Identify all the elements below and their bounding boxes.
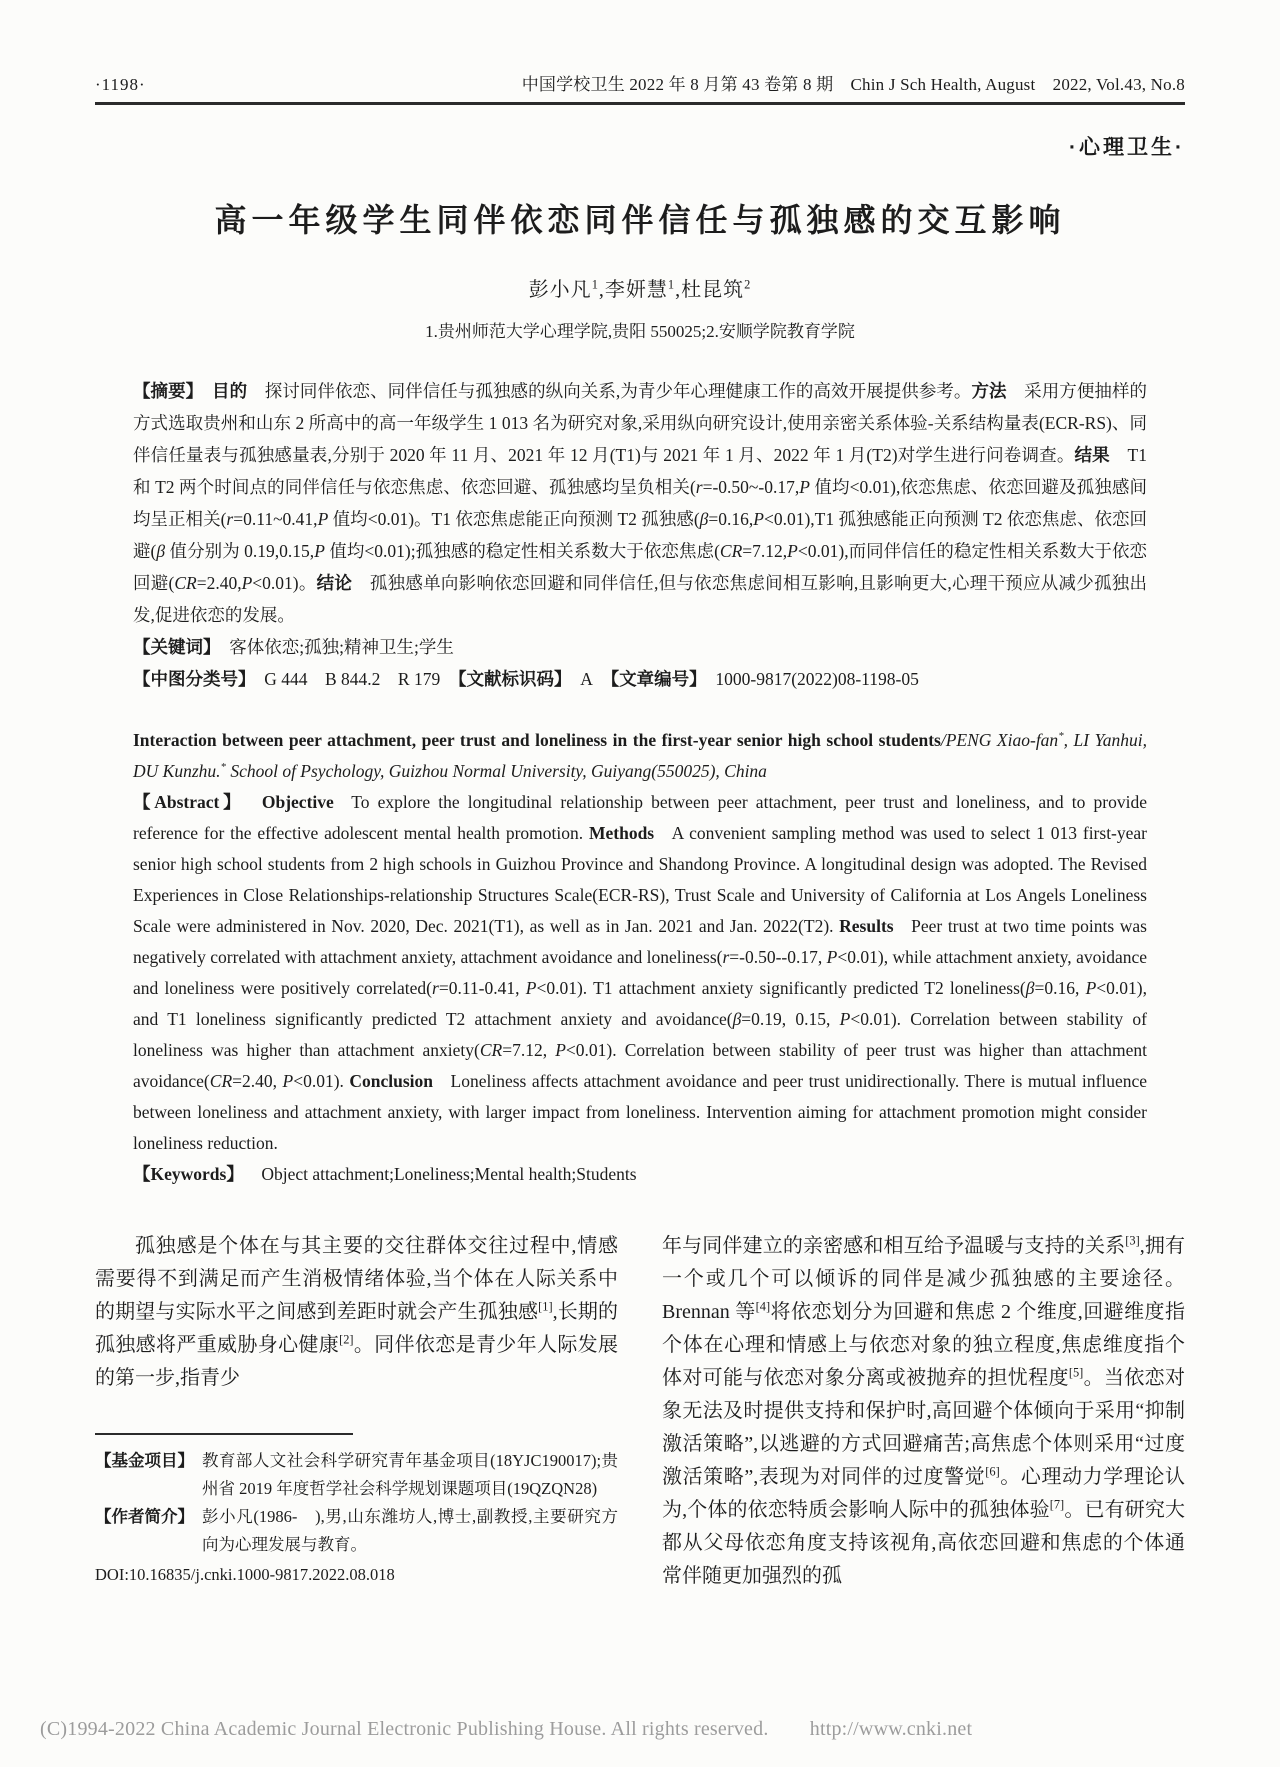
author-bio-label: 【作者简介】 <box>95 1507 194 1526</box>
author-bio-note <box>95 1503 618 1559</box>
copyright-text: (C)1994-2022 China Academic Journal Electronic Publishing House. All rights reserved. <box>40 1718 769 1740</box>
keywords-cn: 【关键词】 客体依恋;孤独;精神卫生;学生 <box>133 637 454 657</box>
body-paragraph-right: 年与同伴建立的亲密感和相互给予温暖与支持的关系[3],拥有一个或几个可以倾诉的同伴是减少孤独感的主要途径。Brennan 等[4]将依恋划分为回避和焦虑 2 个维度,回避维度指个体在心理和情感上与依恋对象的独立程度,焦虑维度指个体对可能与依恋对象分离或被抛弃的担忧程度[5]。当依恋对象无法及时提供支持和保护时,高回避个体倾向于采用“抑制激活策略”,以逃避的方式回避痛苦;高焦虑个体则采用“过度激活策略”,表现为对同伴的过度警觉[6]。心理动力学理论认为,个体的依恋特质会影响人际中的孤独体验[7]。已有研究大都从父母依恋角度支持该视角,高依恋回避和焦虑的个体通常伴随更加强烈的孤 <box>662 1233 1186 1587</box>
doi-line: DOI:10.16835/j.cnki.1000-9817.2022.08.018 <box>95 1565 395 1584</box>
header-rule <box>95 102 1185 105</box>
body-columns <box>95 1230 1185 1593</box>
running-head <box>95 0 1185 95</box>
abstract-cn: 【摘要】 目的 探讨同伴依恋、同伴信任与孤独感的纵向关系,为青少年心理健康工作的高效开展提供参考。方法 采用方便抽样的方式选取贵州和山东 2 所高中的高一年级学生 1 013 名为研究对象,采用纵向研究设计,使用亲密关系体验-关系结构量表(ECR-RS)、同伴信任量表与孤独感量表,分别于 2020 年 11 月、2021 年 12 月(T1)与 2021 年 1 月、2022 年 1 月(T2)对学生进行问卷调查。结果 T1 和 T2 两个时间点的同伴信任与依恋焦虑、依恋回避、孤独感均呈负相关(r=-0.50~-0.17,P 值均<0.01),依恋焦虑、依恋回避及孤独感间均呈正相关(r=0.11~0.41,P 值均<0.01)。T1 依恋焦虑能正向预测 T2 孤独感(β=0.16,P<0.01),T1 孤独感能正向预测 T2 依恋焦虑、依恋回避(β 值分别为 0.19,0.15,P 值均<0.01);孤独感的稳定性相关系数大于依恋焦虑(CR=7.12,P<0.01),而同伴信任的稳定性相关系数大于依恋回避(CR=2.40,P<0.01)。结论 孤独感单向影响依恋回避和同伴信任,但与依恋焦虑间相互影响,且影响更大,心理干预应从减少孤独出发,促进依恋的发展。 <box>133 381 1148 625</box>
fund-text: 教育部人文社会科学研究青年基金项目(18YJC190017);贵州省 2019 年度哲学社会科学规划课题项目(19QZQN28) <box>202 1451 618 1498</box>
cnki-url: http://www.cnki.net <box>809 1718 973 1740</box>
author-bio-text: 彭小凡(1986- ),男,山东潍坊人,博士,副教授,主要研究方向为心理发展与教育。 <box>202 1507 618 1554</box>
fund-label: 【基金项目】 <box>95 1451 194 1470</box>
left-column <box>95 1230 618 1593</box>
classification-line: 【中图分类号】 G 444 B 844.2 R 179 【文献标识码】 A 【文章编号】 1000-9817(2022)08-1198-05 <box>133 669 919 689</box>
page-number: ·1198· <box>95 75 146 94</box>
column-section-label: ·心理卫生· <box>1069 136 1185 159</box>
article-title-cn: 高一年级学生同伴依恋同伴信任与孤独感的交互影响 <box>214 202 1066 238</box>
fund-note <box>95 1447 618 1503</box>
keywords-en: 【Keywords】 Object attachment;Loneliness;Mental health;Students <box>133 1164 637 1184</box>
affiliation-line: 1.贵州师范大学心理学院,贵阳 550025;2.安顺学院教育学院 <box>425 322 855 341</box>
footnote-rule <box>95 1433 353 1435</box>
abstract-en: 【Abstract】 Objective To explore the longitudinal relationship between peer attachment, peer trust and loneliness, and to provide reference for the effective adolescent mental health promotion. Methods A convenient sampling method was used to select 1 013 first-year senior high school students from 2 high schools in Guizhou Province and Shandong Province. A longitudinal design was adopted. The Revised Experiences in Close Relationships-relationship Structures Scale(ECR-RS), Trust Scale and University of California at Los Angels Loneliness Scale were administered in Nov. 2020, Dec. 2021(T1), as well as in Jan. 2021 and Jan. 2022(T2). Results Peer trust at two time points was negatively correlated with attachment anxiety, attachment avoidance and loneliness(r=-0.50--0.17, P<0.01), while attachment anxiety, avoidance and loneliness were positively correlated(r=0.11-0.41, P<0.01). T1 attachment anxiety significantly predicted T2 loneliness(β=0.16, P<0.01), and T1 loneliness significantly predicted T2 attachment anxiety and avoidance(β=0.19, 0.15, P<0.01). Correlation between stability of loneliness was higher than attachment anxiety(CR=7.12, P<0.01). Correlation between stability of peer trust was higher than attachment avoidance(CR=2.40, P<0.01). Conclusion Loneliness affects attachment avoidance and peer trust unidirectionally. There is mutual influence between loneliness and attachment anxiety, with larger impact from loneliness. Intervention aiming for attachment promotion might consider loneliness reduction. <box>133 792 1148 1153</box>
journal-citation: 中国学校卫生 2022 年 8 月第 43 卷第 8 期 Chin J Sch Health, August 2022, Vol.43, No.8 <box>521 75 1185 94</box>
abstract-block <box>133 375 1147 1190</box>
article-title-en: Interaction between peer attachment, peer trust and loneliness in the first-year senior high school students/PENG Xiao-fan*, LI Yanhui, DU Kunzhu.* School of Psychology, Guizhou Normal University, Guiyang(550025), China <box>133 730 1147 781</box>
authors-line: 彭小凡$^1$,李妍慧$^1$,杜昆筑$^2$ <box>528 277 752 301</box>
right-column <box>662 1230 1185 1593</box>
body-paragraph-left: 孤独感是个体在与其主要的交往群体交往过程中,情感需要得不到满足而产生消极情绪体验,当个体在人际关系中的期望与实际水平之间感到差距时就会产生孤独感[1],长期的孤独感将严重威胁身心健康[2]。同伴依恋是青少年人际发展的第一步,指青少 <box>95 1235 619 1389</box>
cnki-footer <box>40 1718 972 1741</box>
footnotes-block <box>95 1433 618 1589</box>
